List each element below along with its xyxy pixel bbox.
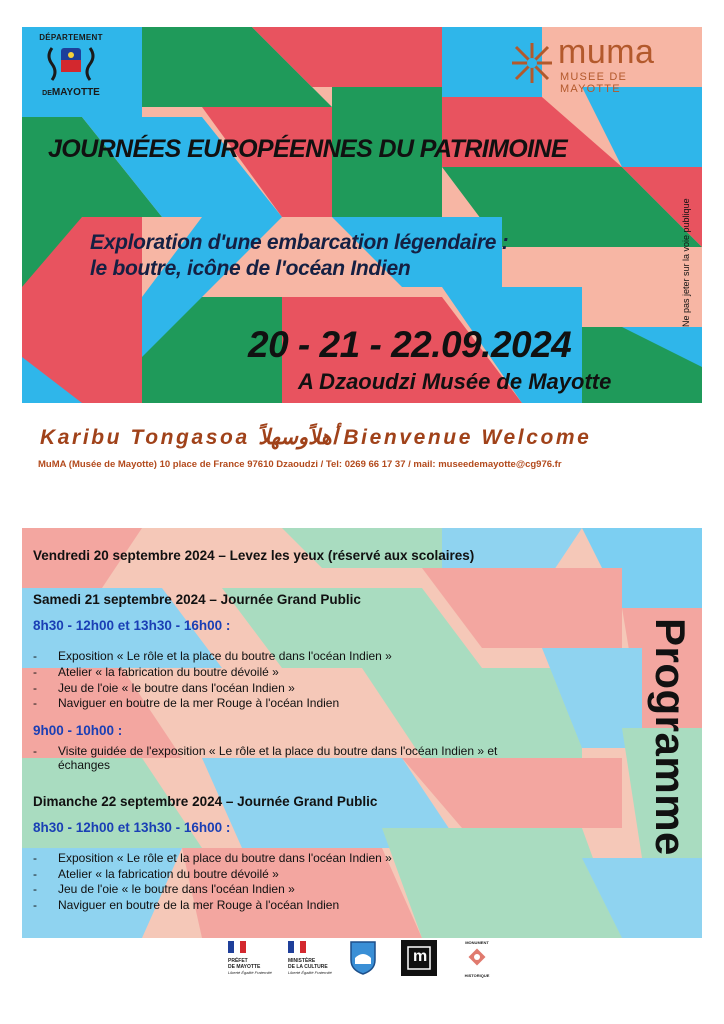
ministere-motto: Liberté Égalité Fraternité	[288, 970, 332, 975]
department-de-text: DE	[42, 90, 52, 97]
department-logo	[36, 33, 106, 105]
event-dates: 20 - 21 - 22.09.2024	[248, 324, 572, 365]
french-flag-icon	[228, 941, 246, 953]
subtitle-line-2: le boutre, icône de l'océan Indien	[90, 257, 411, 280]
list-item-text: Atelier « la fabrication du boutre dévoilé »	[58, 867, 279, 881]
sunday-time: 8h30 - 12h00 et 13h30 - 16h00 :	[33, 820, 231, 835]
list-item-text: Naviguer en boutre de la mer Rouge à l'océan Indien	[58, 898, 340, 912]
list-item	[33, 744, 497, 758]
programme-title-text: Programme	[647, 618, 694, 856]
list-item	[33, 898, 339, 912]
programme-saturday: Samedi 21 septembre 2024 – Journée Grand Public	[33, 592, 361, 607]
programme-vertical-title	[644, 618, 700, 888]
prefet-line-2: DE MAYOTTE	[228, 964, 261, 970]
list-item-text: Jeu de l'oie « le boutre dans l'océan Indien »	[58, 681, 295, 695]
muma-name: muma	[558, 33, 655, 71]
list-item-text: Exposition « Le rôle et la place du boutre dans l'océan Indien »	[58, 851, 392, 865]
crest-logo	[349, 940, 377, 981]
m-logo-letter: m	[413, 948, 428, 965]
bullet-dash: -	[33, 696, 37, 710]
welcome-line: Karibu Tongasoa أهلاًوسهلاً Bienvenue Welcome	[40, 426, 592, 449]
m-logo	[401, 940, 437, 981]
vertical-note	[677, 147, 693, 327]
bullet-dash: -	[33, 649, 37, 663]
list-item	[33, 665, 279, 679]
event-subtitle	[90, 230, 508, 282]
list-item-text: Visite guidée de l'exposition « Le rôle et la place du boutre dans l'océan Indien » et	[58, 744, 498, 758]
list-item-text: Exposition « Le rôle et la place du boutre dans l'océan Indien »	[58, 649, 392, 663]
muma-subtitle: MUSEE DE MAYOTTE	[560, 71, 628, 95]
ministere-line-1: MINISTÈRE	[288, 958, 316, 964]
list-item-continuation: échanges	[58, 758, 111, 772]
bullet-dash: -	[33, 681, 37, 695]
bullet-dash: -	[33, 898, 37, 912]
muma-logo	[510, 33, 690, 95]
list-item	[33, 882, 295, 896]
muma-star-icon	[510, 41, 554, 85]
list-item	[33, 696, 339, 710]
monument-bottom-text: HISTORIQUE	[464, 973, 490, 978]
list-item	[33, 851, 392, 865]
monument-historique-logo	[456, 940, 498, 979]
bullet-dash: -	[33, 665, 37, 679]
department-name-text: MAYOTTE	[51, 87, 100, 98]
seahorse-crest-icon	[44, 42, 98, 82]
list-item	[33, 681, 295, 695]
ministere-logo	[288, 940, 340, 976]
saturday-time-1: 8h30 - 12h00 et 13h30 - 16h00 :	[33, 618, 231, 633]
saturday-time-2: 9h00 - 10h00 :	[33, 723, 123, 738]
bullet-dash: -	[33, 744, 37, 758]
prefet-line-1: PRÉFET	[228, 958, 248, 964]
list-item	[33, 867, 279, 881]
contact-line: MuMA (Musée de Mayotte) 10 place de France 97610 Dzaoudzi / Tel: 0269 66 17 37 / mail: museedemayotte@cg976.fr	[38, 459, 562, 470]
prefet-motto: Liberté Égalité Fraternité	[228, 970, 272, 975]
list-item-text: Naviguer en boutre de la mer Rouge à l'océan Indien	[58, 696, 340, 710]
french-flag-icon	[288, 941, 306, 953]
vertical-note-text: Ne pas jeter sur la voie publique	[681, 198, 691, 327]
department-top-text: DÉPARTEMENT	[39, 33, 103, 42]
programme-sunday: Dimanche 22 septembre 2024 – Journée Grand Public	[33, 794, 378, 809]
event-place: A Dzaoudzi Musée de Mayotte	[298, 369, 612, 394]
programme-panel	[22, 528, 702, 938]
event-title: JOURNÉES EUROPÉENNES DU PATRIMOINE	[48, 135, 568, 163]
shield-crest-icon	[349, 940, 377, 976]
prefet-logo	[228, 940, 278, 976]
bullet-dash: -	[33, 882, 37, 896]
list-item	[33, 649, 392, 663]
event-banner	[22, 27, 702, 403]
monument-emblem-icon	[466, 946, 488, 968]
monument-top-text: MONUMENT	[465, 940, 489, 945]
subtitle-line-1: Exploration d'une embarcation légendaire :	[90, 231, 509, 254]
ministere-line-2: DE LA CULTURE	[288, 964, 328, 970]
programme-friday: Vendredi 20 septembre 2024 – Levez les yeux (réservé aux scolaires)	[33, 548, 475, 563]
list-item-text: Atelier « la fabrication du boutre dévoilé »	[58, 665, 279, 679]
bullet-dash: -	[33, 851, 37, 865]
list-item-text: Jeu de l'oie « le boutre dans l'océan Indien »	[58, 882, 295, 896]
bullet-dash: -	[33, 867, 37, 881]
